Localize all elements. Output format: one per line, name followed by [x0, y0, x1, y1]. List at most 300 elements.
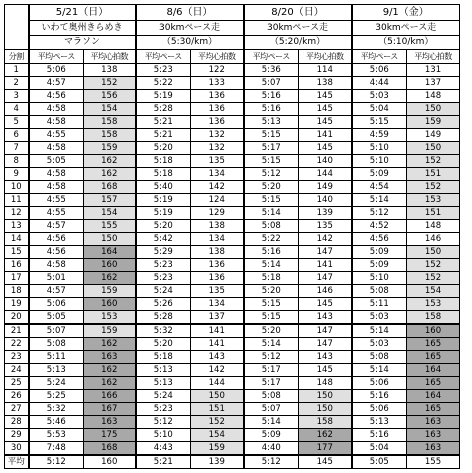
heart-rate-cell: 150 — [407, 246, 460, 259]
heart-rate-cell: 145 — [299, 116, 352, 129]
lap-number: 5 — [5, 116, 29, 129]
pace-cell: 5:23 — [136, 272, 191, 285]
heart-rate-cell: 163 — [407, 429, 460, 442]
heart-rate-cell: 134 — [191, 168, 244, 181]
heart-rate-cell: 150 — [84, 233, 136, 246]
pace-cell: 4:54 — [352, 181, 407, 194]
heart-rate-cell: 143 — [299, 311, 352, 325]
table-row — [5, 194, 460, 207]
pace-cell: 5:08 — [352, 285, 407, 298]
heart-rate-cell: 165 — [407, 377, 460, 390]
lap-number: 6 — [5, 129, 29, 142]
heart-rate-cell: 137 — [407, 77, 460, 90]
pace-cell: 5:46 — [29, 416, 84, 429]
heart-rate-cell: 152 — [407, 181, 460, 194]
session-subtitle: （5:30/km） — [136, 36, 244, 50]
heart-rate-cell: 165 — [407, 338, 460, 351]
pace-cell: 5:15 — [244, 194, 299, 207]
lap-number: 28 — [5, 416, 29, 429]
heart-rate-cell: 129 — [191, 207, 244, 220]
pace-cell: 5:07 — [244, 77, 299, 90]
average-pace: 5:12 — [244, 455, 299, 469]
heart-rate-cell: 160 — [407, 324, 460, 338]
session-date: 8/20（日） — [244, 5, 352, 21]
pace-cell: 5:53 — [29, 429, 84, 442]
pace-cell: 5:20 — [244, 181, 299, 194]
heart-rate-cell: 138 — [191, 220, 244, 233]
heart-rate-cell: 133 — [191, 77, 244, 90]
average-pace: 5:21 — [136, 455, 191, 469]
heart-rate-cell: 162 — [84, 338, 136, 351]
pace-cell: 5:19 — [136, 207, 191, 220]
heart-rate-cell: 155 — [84, 220, 136, 233]
pace-cell: 5:16 — [244, 246, 299, 259]
pace-cell: 4:57 — [29, 220, 84, 233]
heart-rate-cell: 144 — [191, 377, 244, 390]
pace-cell: 5:13 — [136, 377, 191, 390]
pace-cell: 4:58 — [29, 103, 84, 116]
pace-cell: 5:08 — [29, 338, 84, 351]
heart-rate-cell: 147 — [299, 338, 352, 351]
table-row — [5, 77, 460, 90]
lap-number: 1 — [5, 64, 29, 77]
pace-cell: 5:20 — [136, 142, 191, 155]
pace-cell: 5:12 — [244, 351, 299, 364]
pace-cell: 5:14 — [244, 416, 299, 429]
pace-cell: 5:06 — [352, 403, 407, 416]
average-pace: 5:05 — [352, 455, 407, 469]
pace-cell: 5:23 — [136, 259, 191, 272]
heart-rate-cell: 138 — [299, 77, 352, 90]
heart-rate-cell: 134 — [191, 233, 244, 246]
pace-cell: 5:06 — [352, 377, 407, 390]
table-row — [5, 233, 460, 246]
pace-cell: 5:03 — [352, 311, 407, 325]
heart-rate-cell: 158 — [407, 311, 460, 325]
pace-cell: 5:40 — [136, 181, 191, 194]
pace-cell: 5:01 — [29, 272, 84, 285]
heart-rate-cell: 148 — [407, 220, 460, 233]
table-row — [5, 246, 460, 259]
table-row — [5, 129, 460, 142]
lap-number: 26 — [5, 390, 29, 403]
hr-column-header: 平均心拍数 — [84, 50, 136, 64]
heart-rate-cell: 154 — [84, 103, 136, 116]
pace-cell: 5:20 — [244, 324, 299, 338]
pace-cell: 5:28 — [136, 103, 191, 116]
lap-number: 2 — [5, 77, 29, 90]
pace-cell: 5:24 — [136, 390, 191, 403]
pace-cell: 5:26 — [136, 298, 191, 311]
pace-cell: 4:57 — [29, 77, 84, 90]
lap-number: 14 — [5, 233, 29, 246]
heart-rate-cell: 152 — [84, 77, 136, 90]
pace-cell: 5:06 — [352, 64, 407, 77]
pace-cell: 5:32 — [136, 324, 191, 338]
heart-rate-cell: 145 — [299, 142, 352, 155]
pace-cell: 5:23 — [136, 64, 191, 77]
lap-number: 3 — [5, 90, 29, 103]
heart-rate-cell: 143 — [299, 351, 352, 364]
pace-cell: 5:24 — [29, 377, 84, 390]
heart-rate-cell: 145 — [299, 298, 352, 311]
pace-cell: 5:12 — [352, 207, 407, 220]
pace-cell: 5:18 — [136, 168, 191, 181]
table-row — [5, 338, 460, 351]
heart-rate-cell: 159 — [84, 142, 136, 155]
heart-rate-cell: 136 — [191, 272, 244, 285]
pace-column-header: 平均ペース — [136, 50, 191, 64]
pace-cell: 5:16 — [352, 390, 407, 403]
heart-rate-cell: 152 — [407, 259, 460, 272]
table-row — [5, 116, 460, 129]
heart-rate-cell: 153 — [407, 298, 460, 311]
pace-cell: 5:42 — [136, 233, 191, 246]
pace-cell: 5:06 — [29, 298, 84, 311]
pace-cell: 5:20 — [136, 220, 191, 233]
pace-cell: 5:15 — [244, 298, 299, 311]
lap-number: 25 — [5, 377, 29, 390]
pace-cell: 4:40 — [244, 442, 299, 456]
pace-cell: 5:05 — [29, 155, 84, 168]
pace-cell: 5:14 — [352, 364, 407, 377]
pace-cell: 5:03 — [352, 338, 407, 351]
heart-rate-cell: 141 — [299, 259, 352, 272]
pace-cell: 5:16 — [244, 103, 299, 116]
pace-cell: 5:18 — [244, 272, 299, 285]
heart-rate-cell: 134 — [191, 298, 244, 311]
table-row — [5, 403, 460, 416]
pace-cell: 5:14 — [352, 324, 407, 338]
pace-cell: 5:08 — [352, 351, 407, 364]
lap-number: 15 — [5, 246, 29, 259]
heart-rate-cell: 145 — [299, 90, 352, 103]
pace-cell: 5:13 — [352, 416, 407, 429]
heart-rate-cell: 152 — [191, 416, 244, 429]
lap-number: 23 — [5, 351, 29, 364]
pace-cell: 4:58 — [29, 181, 84, 194]
pace-cell: 5:09 — [352, 168, 407, 181]
pace-cell: 5:12 — [244, 168, 299, 181]
heart-rate-cell: 147 — [299, 246, 352, 259]
heart-rate-cell: 151 — [407, 168, 460, 181]
heart-rate-cell: 132 — [191, 129, 244, 142]
pace-cell: 5:03 — [352, 90, 407, 103]
heart-rate-cell: 122 — [191, 64, 244, 77]
heart-rate-cell: 142 — [191, 364, 244, 377]
pace-cell: 5:04 — [352, 442, 407, 456]
table-row — [5, 168, 460, 181]
heart-rate-cell: 153 — [407, 194, 460, 207]
heart-rate-cell: 149 — [407, 129, 460, 142]
pace-cell: 4:56 — [29, 246, 84, 259]
heart-rate-cell: 158 — [84, 116, 136, 129]
heart-rate-cell: 148 — [407, 90, 460, 103]
pace-column-header: 平均ペース — [29, 50, 84, 64]
pace-cell: 4:56 — [352, 233, 407, 246]
table-row — [5, 364, 460, 377]
heart-rate-cell: 162 — [84, 168, 136, 181]
heart-rate-cell: 154 — [407, 285, 460, 298]
table-row — [5, 207, 460, 220]
pace-cell: 5:11 — [29, 351, 84, 364]
heart-rate-cell: 145 — [299, 364, 352, 377]
heart-rate-cell: 152 — [407, 272, 460, 285]
heart-rate-cell: 136 — [191, 116, 244, 129]
heart-rate-cell: 140 — [299, 194, 352, 207]
heart-rate-cell: 146 — [299, 285, 352, 298]
heart-rate-cell: 163 — [407, 442, 460, 456]
table-row — [5, 324, 460, 338]
heart-rate-cell: 143 — [191, 351, 244, 364]
heart-rate-cell: 165 — [407, 351, 460, 364]
pace-cell: 4:55 — [29, 129, 84, 142]
pace-cell: 5:13 — [244, 116, 299, 129]
pace-cell: 5:24 — [136, 285, 191, 298]
average-row — [5, 455, 460, 469]
lap-number: 19 — [5, 298, 29, 311]
heart-rate-cell: 154 — [84, 207, 136, 220]
hr-column-header: 平均心拍数 — [407, 50, 460, 64]
table-row — [5, 351, 460, 364]
pace-cell: 5:36 — [244, 64, 299, 77]
heart-rate-cell: 159 — [191, 442, 244, 456]
heart-rate-pace-table — [4, 4, 460, 469]
pace-cell: 5:10 — [352, 142, 407, 155]
pace-cell: 5:16 — [244, 90, 299, 103]
pace-cell: 5:10 — [136, 429, 191, 442]
pace-cell: 5:19 — [136, 90, 191, 103]
lap-number: 21 — [5, 324, 29, 338]
session-subtitle: （5:20/km） — [244, 36, 352, 50]
pace-cell: 5:14 — [352, 194, 407, 207]
pace-cell: 4:55 — [29, 207, 84, 220]
heart-rate-cell: 136 — [191, 90, 244, 103]
pace-cell: 4:58 — [29, 142, 84, 155]
heart-rate-cell: 142 — [299, 233, 352, 246]
heart-rate-cell: 158 — [299, 416, 352, 429]
pace-cell: 5:20 — [244, 285, 299, 298]
heart-rate-cell: 135 — [191, 285, 244, 298]
session-subtitle: （5:10/km） — [352, 36, 460, 50]
heart-rate-cell: 140 — [299, 155, 352, 168]
heart-rate-cell: 114 — [299, 64, 352, 77]
pace-cell: 5:04 — [352, 103, 407, 116]
pace-cell: 5:17 — [244, 377, 299, 390]
pace-cell: 5:10 — [352, 155, 407, 168]
heart-rate-cell: 151 — [407, 207, 460, 220]
table-row — [5, 311, 460, 325]
heart-rate-cell: 136 — [191, 103, 244, 116]
lap-column-header: 分割 — [5, 50, 29, 64]
average-label: 平均 — [5, 455, 29, 469]
pace-cell: 5:12 — [136, 416, 191, 429]
pace-cell: 5:16 — [352, 429, 407, 442]
heart-rate-cell: 124 — [191, 194, 244, 207]
average-heart-rate: 145 — [299, 455, 352, 469]
pace-cell: 5:21 — [136, 116, 191, 129]
table-row — [5, 220, 460, 233]
session-date: 8/6（日） — [136, 5, 244, 21]
pace-cell: 4:55 — [29, 194, 84, 207]
pace-cell: 4:58 — [29, 116, 84, 129]
pace-cell: 5:09 — [244, 429, 299, 442]
pace-cell: 5:18 — [136, 351, 191, 364]
pace-cell: 5:17 — [244, 364, 299, 377]
heart-rate-cell: 152 — [407, 155, 460, 168]
pace-cell: 5:13 — [29, 364, 84, 377]
lap-number: 30 — [5, 442, 29, 456]
table-row — [5, 103, 460, 116]
table-row — [5, 377, 460, 390]
heart-rate-cell: 158 — [84, 129, 136, 142]
pace-cell: 4:43 — [136, 442, 191, 456]
lap-number: 20 — [5, 311, 29, 325]
pace-cell: 5:20 — [136, 338, 191, 351]
heart-rate-cell: 141 — [191, 338, 244, 351]
pace-cell: 5:15 — [244, 129, 299, 142]
average-pace: 5:12 — [29, 455, 84, 469]
pace-column-header: 平均ペース — [244, 50, 299, 64]
pace-cell: 5:28 — [136, 311, 191, 325]
pace-cell: 5:09 — [352, 246, 407, 259]
heart-rate-cell: 154 — [191, 429, 244, 442]
heart-rate-cell: 135 — [299, 220, 352, 233]
heart-rate-cell: 153 — [84, 311, 136, 325]
table-row — [5, 416, 460, 429]
heart-rate-cell: 148 — [299, 377, 352, 390]
heart-rate-cell: 146 — [407, 233, 460, 246]
heart-rate-cell: 142 — [191, 181, 244, 194]
heart-rate-cell: 132 — [191, 142, 244, 155]
pace-cell: 5:25 — [29, 390, 84, 403]
pace-cell: 5:07 — [244, 403, 299, 416]
heart-rate-cell: 162 — [84, 377, 136, 390]
session-date: 5/21（日） — [29, 5, 136, 21]
heart-rate-cell: 135 — [191, 155, 244, 168]
heart-rate-cell: 164 — [407, 364, 460, 377]
table-row — [5, 442, 460, 456]
heart-rate-cell: 177 — [299, 442, 352, 456]
pace-cell: 5:15 — [244, 155, 299, 168]
heart-rate-cell: 144 — [299, 168, 352, 181]
heart-rate-cell: 138 — [84, 64, 136, 77]
pace-cell: 5:13 — [136, 364, 191, 377]
heart-rate-cell: 150 — [191, 390, 244, 403]
table-row — [5, 64, 460, 77]
lap-header-blank — [5, 5, 29, 50]
heart-rate-cell: 166 — [84, 390, 136, 403]
heart-rate-cell: 150 — [407, 103, 460, 116]
lap-number: 27 — [5, 403, 29, 416]
session-date: 9/1（金） — [352, 5, 460, 21]
heart-rate-cell: 156 — [84, 90, 136, 103]
hr-column-header: 平均心拍数 — [299, 50, 352, 64]
heart-rate-cell: 145 — [299, 103, 352, 116]
heart-rate-cell: 159 — [407, 116, 460, 129]
heart-rate-cell: 159 — [84, 324, 136, 338]
heart-rate-cell: 141 — [191, 324, 244, 338]
heart-rate-cell: 162 — [299, 429, 352, 442]
heart-rate-cell: 163 — [407, 416, 460, 429]
pace-cell: 4:58 — [29, 259, 84, 272]
pace-cell: 5:09 — [352, 259, 407, 272]
session-title: 30kmペース走 — [136, 21, 244, 36]
heart-rate-cell: 164 — [407, 390, 460, 403]
table-row — [5, 155, 460, 168]
pace-cell: 4:59 — [352, 129, 407, 142]
pace-cell: 5:19 — [136, 194, 191, 207]
heart-rate-cell: 159 — [84, 285, 136, 298]
heart-rate-cell: 149 — [299, 181, 352, 194]
pace-cell: 5:17 — [244, 142, 299, 155]
table-row — [5, 272, 460, 285]
pace-cell: 5:14 — [244, 259, 299, 272]
pace-cell: 4:52 — [352, 220, 407, 233]
heart-rate-cell: 162 — [84, 364, 136, 377]
average-heart-rate: 139 — [191, 455, 244, 469]
pace-cell: 7:48 — [29, 442, 84, 456]
heart-rate-cell: 168 — [84, 181, 136, 194]
heart-rate-cell: 160 — [84, 259, 136, 272]
pace-cell: 5:32 — [29, 403, 84, 416]
heart-rate-cell: 162 — [84, 155, 136, 168]
pace-column-header: 平均ペース — [352, 50, 407, 64]
pace-cell: 5:14 — [244, 338, 299, 351]
session-title: 30kmペース走 — [244, 21, 352, 36]
heart-rate-cell: 137 — [191, 311, 244, 325]
average-heart-rate: 155 — [407, 455, 460, 469]
heart-rate-cell: 147 — [299, 324, 352, 338]
heart-rate-cell: 147 — [299, 272, 352, 285]
lap-number: 10 — [5, 181, 29, 194]
heart-rate-cell: 157 — [84, 194, 136, 207]
lap-number: 13 — [5, 220, 29, 233]
lap-number: 9 — [5, 168, 29, 181]
heart-rate-cell: 167 — [84, 403, 136, 416]
pace-cell: 5:06 — [29, 64, 84, 77]
pace-cell: 5:15 — [352, 116, 407, 129]
pace-cell: 5:07 — [29, 324, 84, 338]
pace-cell: 4:57 — [29, 285, 84, 298]
pace-cell: 5:21 — [136, 129, 191, 142]
pace-cell: 5:08 — [244, 220, 299, 233]
lap-number: 29 — [5, 429, 29, 442]
pace-cell: 5:08 — [244, 390, 299, 403]
pace-cell: 5:15 — [244, 311, 299, 325]
table-row — [5, 285, 460, 298]
heart-rate-cell: 163 — [84, 351, 136, 364]
table-row — [5, 90, 460, 103]
lap-number: 24 — [5, 364, 29, 377]
pace-cell: 4:56 — [29, 90, 84, 103]
lap-number: 18 — [5, 285, 29, 298]
pace-cell: 5:10 — [352, 272, 407, 285]
session-title: いわて奥州きらめき — [29, 21, 136, 36]
lap-number: 8 — [5, 155, 29, 168]
table-row — [5, 298, 460, 311]
table-row — [5, 181, 460, 194]
heart-rate-cell: 162 — [84, 272, 136, 285]
pace-cell: 4:56 — [29, 233, 84, 246]
heart-rate-cell: 165 — [407, 403, 460, 416]
session-title: 30kmペース走 — [352, 21, 460, 36]
pace-cell: 5:23 — [136, 403, 191, 416]
heart-rate-cell: 175 — [84, 429, 136, 442]
lap-number: 7 — [5, 142, 29, 155]
pace-cell: 4:44 — [352, 77, 407, 90]
table-row — [5, 259, 460, 272]
